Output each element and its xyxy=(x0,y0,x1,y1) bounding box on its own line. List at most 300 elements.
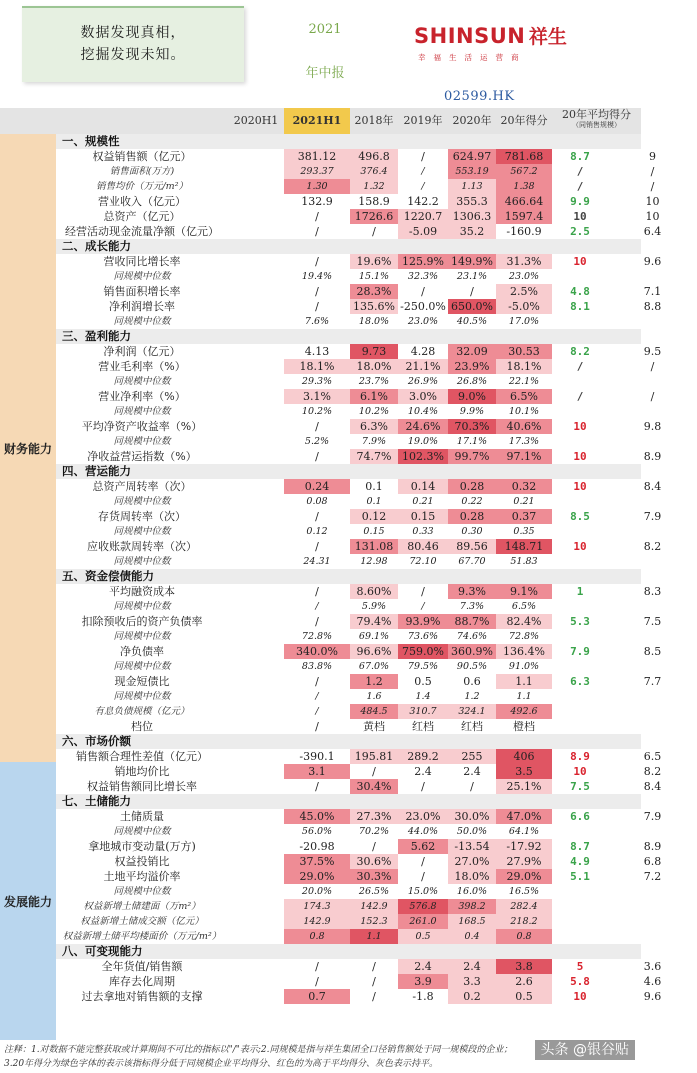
data-cell: 0.1 xyxy=(366,496,382,507)
table-row xyxy=(56,884,641,899)
data-cell: 1.2 xyxy=(464,691,480,702)
data-cell: 24.31 xyxy=(303,556,331,567)
data-cell: 15.1% xyxy=(358,271,390,282)
score-cell: 8.2 xyxy=(570,345,590,358)
table-row xyxy=(56,809,662,824)
data-cell: / xyxy=(315,780,319,793)
avg-score-cell xyxy=(608,929,697,944)
data-cell: 255 xyxy=(448,749,496,764)
row-label: 经营活动现金流量净额（亿元） xyxy=(65,225,219,238)
col-2021h1: 2021H1 xyxy=(284,108,350,134)
score-cell: 2.5 xyxy=(570,225,590,238)
score-cell: 7.9 xyxy=(570,645,590,658)
table-row xyxy=(56,854,662,869)
data-cell: / xyxy=(315,510,319,523)
data-cell: 0.21 xyxy=(513,496,535,507)
data-cell: 0.28 xyxy=(448,479,496,494)
avg-score-cell: 6.4 xyxy=(643,225,662,238)
data-cell: 72.10 xyxy=(409,556,437,567)
row-label: 全年货值/销售额 xyxy=(101,960,183,973)
data-cell: 88.7% xyxy=(448,614,496,629)
data-cell: 0.35 xyxy=(513,526,535,537)
table-row xyxy=(56,509,662,524)
data-cell: 4.28 xyxy=(410,345,436,358)
data-cell: 195.81 xyxy=(350,749,398,764)
data-cell: 1306.3 xyxy=(448,209,496,224)
table-row xyxy=(56,659,641,674)
row-label: 净负债率 xyxy=(120,645,164,658)
row-label: 同规模中位数 xyxy=(113,886,171,897)
data-cell: / xyxy=(315,450,319,463)
data-cell: 27.3% xyxy=(350,809,398,824)
avg-score-cell: 7.5 xyxy=(643,615,662,628)
avg-score-cell: 8.2 xyxy=(643,765,662,778)
data-cell: / xyxy=(421,855,425,868)
data-cell: / xyxy=(372,960,376,973)
data-cell: 97.1% xyxy=(496,449,552,464)
table-row xyxy=(56,539,662,554)
report-type: 年中报 xyxy=(305,66,345,81)
score-cell: 5.3 xyxy=(570,615,590,628)
data-cell: 1.1 xyxy=(350,929,398,944)
data-cell: / xyxy=(421,285,425,298)
table-row xyxy=(56,479,662,494)
score-cell xyxy=(552,524,608,539)
data-cell: 19.6% xyxy=(350,254,398,269)
data-cell: 26.5% xyxy=(358,886,390,897)
row-label: 现金短债比 xyxy=(114,675,170,688)
row-label: 营业净利率（%） xyxy=(98,390,186,403)
data-cell: 9.0% xyxy=(448,389,496,404)
data-cell: 18.0% xyxy=(448,869,496,884)
data-cell: 31.3% xyxy=(496,254,552,269)
data-cell: 23.0% xyxy=(508,271,540,282)
data-cell: 132.9 xyxy=(301,195,333,208)
data-cell: 17.1% xyxy=(456,436,488,447)
row-label: 总资产（亿元） xyxy=(103,210,181,223)
table-row xyxy=(56,914,641,929)
row-label: 权益新增土储平均楼面价（万元/m²） xyxy=(62,931,222,942)
data-cell: 红档 xyxy=(412,720,434,733)
score-cell xyxy=(552,554,608,569)
avg-score-cell: 8.9 xyxy=(643,450,662,463)
data-cell: 152.3 xyxy=(350,914,398,929)
section-header: 三、盈利能力 xyxy=(56,329,641,344)
data-cell: / xyxy=(315,255,319,268)
row-label: 权益销售额同比增长率 xyxy=(87,780,197,793)
data-cell: / xyxy=(421,870,425,883)
data-cell: 24.6% xyxy=(398,419,448,434)
table-row xyxy=(56,359,655,374)
avg-score-cell xyxy=(608,884,697,899)
table-row xyxy=(56,254,662,269)
data-cell: / xyxy=(421,585,425,598)
data-cell: 0.1 xyxy=(365,480,383,493)
score-cell: 10 xyxy=(573,990,587,1003)
data-cell: 261.0 xyxy=(398,914,448,929)
data-cell: 0.28 xyxy=(448,509,496,524)
table-row xyxy=(56,629,641,644)
avg-score-cell xyxy=(608,494,697,509)
score-cell: 7.5 xyxy=(570,780,590,793)
slogan-line-1: 数据发现真相， xyxy=(80,25,186,41)
data-cell: 0.8 xyxy=(284,929,350,944)
data-cell: 0.7 xyxy=(284,989,350,1004)
data-cell: / xyxy=(470,285,474,298)
data-cell: 293.37 xyxy=(284,164,350,179)
data-cell: / xyxy=(372,225,376,238)
data-cell: 3.1% xyxy=(284,389,350,404)
data-cell: 23.0% xyxy=(407,316,439,327)
data-cell: 340.0% xyxy=(284,644,350,659)
data-cell: 484.5 xyxy=(350,704,398,719)
row-label: 同规模中位数 xyxy=(113,826,171,837)
data-cell: 93.9% xyxy=(398,614,448,629)
score-cell xyxy=(552,659,608,674)
table-row xyxy=(56,149,656,164)
data-cell: / xyxy=(421,166,425,177)
data-cell: 22.1% xyxy=(508,376,540,387)
data-cell: 6.1% xyxy=(350,389,398,404)
data-cell: / xyxy=(315,420,319,433)
row-label: 扣除预收后的资产负债率 xyxy=(81,615,203,628)
table-row xyxy=(56,284,662,299)
data-cell: 26.9% xyxy=(407,376,439,387)
data-cell: 3.1 xyxy=(284,764,350,779)
data-cell: 6.5% xyxy=(496,389,552,404)
data-cell: 3.3 xyxy=(448,974,496,989)
data-cell: 27.9% xyxy=(496,854,552,869)
data-cell: 759.0% xyxy=(398,644,448,659)
data-cell: / xyxy=(315,975,319,988)
row-label: 同规模中位数 xyxy=(113,556,171,567)
col-2018: 2018年 xyxy=(354,114,394,127)
score-cell: / xyxy=(576,165,584,178)
avg-score-cell: 10 xyxy=(645,195,660,208)
data-cell: 50.0% xyxy=(456,826,488,837)
data-cell: 6.5% xyxy=(511,601,537,612)
table-row xyxy=(56,449,662,464)
table-row xyxy=(56,764,662,779)
row-label: 销售面积(万方) xyxy=(109,166,175,177)
table-row xyxy=(56,554,641,569)
table-row xyxy=(56,434,641,449)
data-cell: 18.0% xyxy=(350,359,398,374)
logo-chinese: 祥生 xyxy=(528,26,567,48)
data-cell: 18.0% xyxy=(358,316,390,327)
data-cell: -1.8 xyxy=(412,990,434,1003)
data-cell: / xyxy=(421,601,425,612)
data-cell: / xyxy=(372,765,376,778)
data-cell: 12.98 xyxy=(360,556,388,567)
score-cell xyxy=(552,824,608,839)
data-cell: 10.4% xyxy=(407,406,439,417)
data-cell: 1.2 xyxy=(350,674,398,689)
data-cell: / xyxy=(315,691,319,702)
row-label: 同规模中位数 xyxy=(113,271,171,282)
data-cell: 89.56 xyxy=(448,539,496,554)
score-cell: 8.9 xyxy=(570,750,590,763)
row-label: 同规模中位数 xyxy=(113,316,171,327)
data-cell: / xyxy=(421,181,425,192)
data-cell: 624.97 xyxy=(448,149,496,164)
score-cell xyxy=(552,599,608,614)
data-cell: / xyxy=(315,210,319,223)
data-cell: 18.1% xyxy=(496,359,552,374)
col-avg-score-label: 20年平均得分 xyxy=(562,108,631,121)
data-cell: 5.2% xyxy=(304,436,330,447)
score-cell: 8.5 xyxy=(570,510,590,523)
table-row xyxy=(56,899,641,914)
data-cell: / xyxy=(315,960,319,973)
data-cell: 0.33 xyxy=(412,526,434,537)
data-cell: 5.9% xyxy=(361,601,387,612)
data-cell: 9.9% xyxy=(459,406,485,417)
data-cell: 1597.4 xyxy=(496,209,552,224)
data-cell: 27.0% xyxy=(448,854,496,869)
avg-score-cell: 7.7 xyxy=(643,675,662,688)
table-row xyxy=(56,389,655,404)
data-cell: 406 xyxy=(496,749,552,764)
avg-score-cell xyxy=(608,269,697,284)
data-cell: 3.0% xyxy=(398,389,448,404)
avg-score-cell xyxy=(608,704,697,719)
score-cell: / xyxy=(576,180,584,193)
footnote-line-1: 注释：1.对数据不能完整获取或计算期间不可比的指标以"/"表示;2.同规模是指与祥生集团全口径销售额处于同一规模段的企业； xyxy=(4,1045,513,1055)
score-cell: 8.7 xyxy=(570,150,590,163)
data-cell: / xyxy=(315,615,319,628)
avg-score-cell xyxy=(608,689,697,704)
data-cell: 3.8 xyxy=(496,959,552,974)
row-label: 营收同比增长率 xyxy=(103,255,181,268)
table-row xyxy=(56,194,660,209)
data-cell: 67.0% xyxy=(358,661,390,672)
data-cell: 26.8% xyxy=(456,376,488,387)
data-cell: 23.9% xyxy=(448,359,496,374)
data-cell: 19.4% xyxy=(301,271,333,282)
data-cell: 1.32 xyxy=(350,179,398,194)
data-cell: / xyxy=(470,780,474,793)
data-cell: 67.70 xyxy=(458,556,486,567)
data-cell: 25.1% xyxy=(496,779,552,794)
data-cell: -13.54 xyxy=(448,839,496,854)
data-cell: 142.9 xyxy=(284,914,350,929)
data-cell: 174.3 xyxy=(284,899,350,914)
table-row xyxy=(56,269,641,284)
score-cell xyxy=(552,494,608,509)
avg-score-cell: 8.9 xyxy=(643,840,662,853)
data-cell: -17.92 xyxy=(496,839,552,854)
row-label: 同规模中位数 xyxy=(113,406,171,417)
avg-score-cell: / xyxy=(650,165,655,178)
data-cell: 29.3% xyxy=(301,376,333,387)
data-cell: 红档 xyxy=(461,720,483,733)
data-cell: 40.6% xyxy=(496,419,552,434)
table-row xyxy=(56,644,662,659)
table-row xyxy=(56,719,641,734)
score-cell xyxy=(552,899,608,914)
row-label: 同规模中位数 xyxy=(113,376,171,387)
data-cell: 73.6% xyxy=(407,631,439,642)
data-cell: 1.4 xyxy=(415,691,431,702)
data-cell: 0.15 xyxy=(398,509,448,524)
row-label: 同规模中位数 xyxy=(113,496,171,507)
data-cell: 51.83 xyxy=(510,556,538,567)
row-label: 同规模中位数 xyxy=(113,691,171,702)
data-cell: 0.5 xyxy=(414,675,432,688)
table-row xyxy=(56,314,641,329)
table-row xyxy=(56,164,655,179)
table-row xyxy=(56,494,641,509)
data-cell: 142.2 xyxy=(407,195,439,208)
avg-score-cell xyxy=(608,629,697,644)
data-cell: 576.8 xyxy=(398,899,448,914)
row-label: 营业收入（亿元） xyxy=(98,195,186,208)
row-label: 土储质量 xyxy=(120,810,164,823)
data-cell: 2.4 xyxy=(398,959,448,974)
col-score-2020: 20年得分 xyxy=(500,114,548,127)
row-label: 权益销售额（亿元） xyxy=(92,150,192,163)
row-label: 档位 xyxy=(131,720,153,733)
avg-score-cell: 10 xyxy=(645,210,660,223)
col-2019: 2019年 xyxy=(403,114,443,127)
score-cell: 10 xyxy=(573,765,587,778)
data-cell: 7.9% xyxy=(361,436,387,447)
data-cell: 148.71 xyxy=(496,539,552,554)
avg-score-cell: / xyxy=(650,360,655,373)
avg-score-cell: 8.8 xyxy=(643,300,662,313)
data-cell: 0.5 xyxy=(398,929,448,944)
data-cell: 91.0% xyxy=(508,661,540,672)
data-cell: 9.3% xyxy=(448,584,496,599)
data-cell: 8.60% xyxy=(350,584,398,599)
data-cell: 9.73 xyxy=(350,344,398,359)
data-cell: / xyxy=(315,540,319,553)
data-cell: 0.12 xyxy=(306,526,328,537)
row-label: 销售额合理性差值（亿元） xyxy=(76,750,208,763)
data-cell: / xyxy=(421,150,425,163)
avg-score-cell xyxy=(608,899,697,914)
data-cell: / xyxy=(315,601,319,612)
data-cell: 1.13 xyxy=(448,179,496,194)
data-cell: 3.9 xyxy=(398,974,448,989)
data-cell: 324.1 xyxy=(448,704,496,719)
watermark: 头条 @银谷贴 xyxy=(535,1040,635,1060)
table-row xyxy=(56,299,662,314)
score-cell: 5.8 xyxy=(570,975,590,988)
data-cell: 18.1% xyxy=(284,359,350,374)
table-row xyxy=(56,929,641,944)
score-cell: 10 xyxy=(573,255,587,268)
data-cell: 0.22 xyxy=(461,496,483,507)
score-cell: 10 xyxy=(573,420,587,433)
data-cell: 96.6% xyxy=(350,644,398,659)
row-label: 销售面积增长率 xyxy=(103,285,181,298)
avg-score-cell: 9 xyxy=(649,150,656,163)
avg-score-cell xyxy=(608,824,697,839)
data-cell: 0.15 xyxy=(363,526,385,537)
score-cell: 9.9 xyxy=(570,195,590,208)
data-cell: 72.8% xyxy=(301,631,333,642)
data-cell: -5.0% xyxy=(496,299,552,314)
data-cell: 70.3% xyxy=(448,419,496,434)
data-cell: 7.3% xyxy=(459,601,485,612)
data-cell: 567.2 xyxy=(496,164,552,179)
table-row xyxy=(56,179,655,194)
data-cell: 781.68 xyxy=(496,149,552,164)
data-cell: 30.53 xyxy=(496,344,552,359)
col-2020: 2020年 xyxy=(452,114,492,127)
row-label: 同规模中位数 xyxy=(113,661,171,672)
row-label: 权益新增土储成交额（亿元） xyxy=(80,916,204,927)
avg-score-cell: 9.6 xyxy=(643,990,662,1003)
data-cell: 2.4 xyxy=(414,765,432,778)
data-cell: 0.32 xyxy=(496,479,552,494)
footnote-line-2: 3.20年得分为绿色字体的表示该指标得分低于同规模企业平均得分、红色的为高于平均得分、灰色表示持平。 xyxy=(4,1059,439,1069)
data-cell: 37.5% xyxy=(284,854,350,869)
data-cell: 17.3% xyxy=(508,436,540,447)
data-cell: 1.6 xyxy=(366,691,382,702)
avg-score-cell xyxy=(608,599,697,614)
data-cell: 32.09 xyxy=(448,344,496,359)
data-cell: / xyxy=(315,720,319,733)
score-cell: 10 xyxy=(573,480,587,493)
avg-score-cell: 6.5 xyxy=(643,750,662,763)
avg-score-cell xyxy=(608,314,697,329)
avg-score-cell: 8.4 xyxy=(643,780,662,793)
avg-score-cell: / xyxy=(650,180,655,193)
avg-score-cell: 8.3 xyxy=(643,585,662,598)
avg-score-cell: 8.2 xyxy=(643,540,662,553)
data-cell: 4.13 xyxy=(304,345,330,358)
report-header xyxy=(0,0,641,108)
data-cell: 64.1% xyxy=(508,826,540,837)
row-label: 过去拿地对销售额的支撑 xyxy=(81,990,203,1003)
score-cell: 8.7 xyxy=(570,840,590,853)
row-label: 库存去化周期 xyxy=(109,975,175,988)
data-cell: -5.09 xyxy=(398,224,448,239)
data-cell: 47.0% xyxy=(496,809,552,824)
row-label: 权益投销比 xyxy=(114,855,170,868)
score-cell: 5.1 xyxy=(570,870,590,883)
data-cell: / xyxy=(315,285,319,298)
data-cell: -390.1 xyxy=(299,750,335,763)
data-cell: 17.0% xyxy=(508,316,540,327)
row-label: 土地平均溢价率 xyxy=(103,870,181,883)
data-cell: 79.4% xyxy=(350,614,398,629)
row-label: 同规模中位数 xyxy=(113,526,171,537)
data-cell: 82.4% xyxy=(496,614,552,629)
avg-score-cell: 7.2 xyxy=(643,870,662,883)
score-cell: 5 xyxy=(576,960,584,973)
table-row xyxy=(56,584,662,599)
score-cell xyxy=(552,269,608,284)
data-cell: 376.4 xyxy=(350,164,398,179)
data-cell: 102.3% xyxy=(398,449,448,464)
row-label: 同规模中位数 xyxy=(113,436,171,447)
data-cell: 74.7% xyxy=(350,449,398,464)
avg-score-cell xyxy=(608,554,697,569)
col-avg-score xyxy=(552,108,641,134)
table-row xyxy=(56,839,662,854)
data-cell: 289.2 xyxy=(398,749,448,764)
data-cell: 355.3 xyxy=(448,194,496,209)
data-cell: 149.9% xyxy=(448,254,496,269)
data-cell: 0.37 xyxy=(496,509,552,524)
table-row xyxy=(56,524,641,539)
category-finance: 财务能力 xyxy=(0,134,56,762)
row-label: 权益新增土储建面（万m²） xyxy=(83,901,201,912)
